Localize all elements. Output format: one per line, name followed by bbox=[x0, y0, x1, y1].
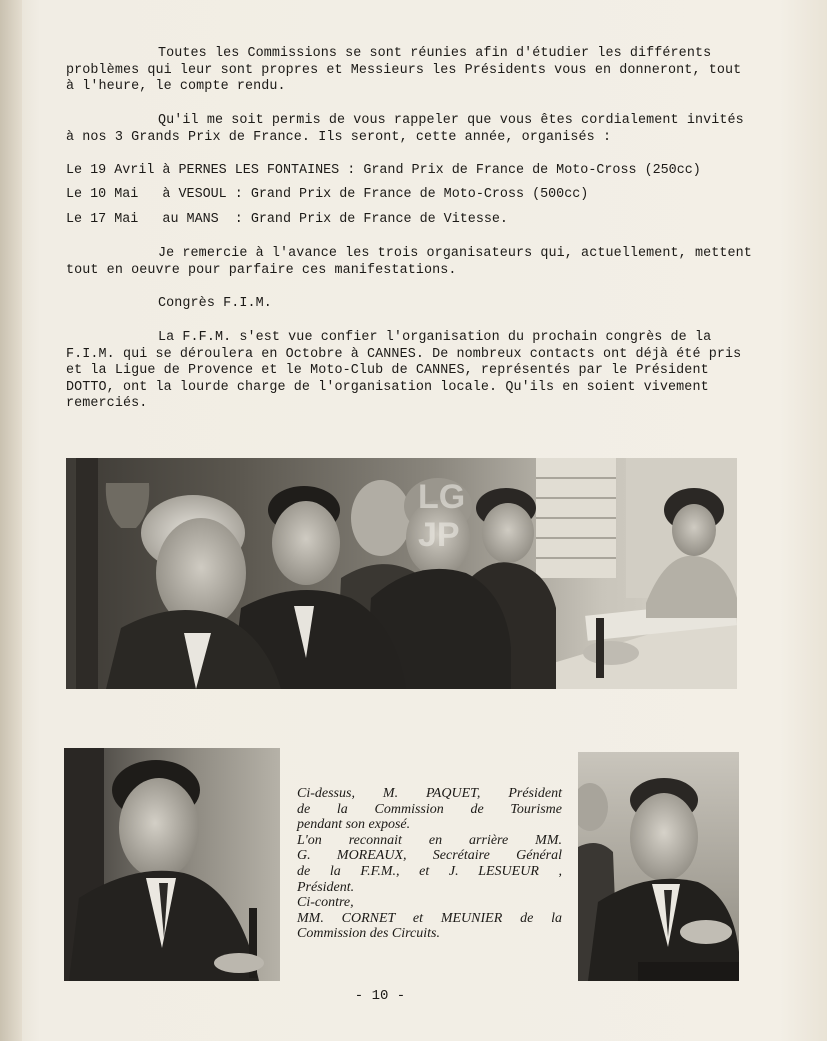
paragraph-thanks: Je remercie à l'avance les trois organisateurs qui, actuellement, mettent tout en oeuvre pour parfaire ces manifestations. bbox=[66, 246, 752, 278]
photo-commission-meeting-image bbox=[66, 458, 737, 689]
event-pernes: Le 19 Avril à PERNES LES FONTAINES : Grand Prix de France de Moto-Cross (250cc) bbox=[66, 163, 701, 178]
watermark-lg: LG bbox=[418, 478, 466, 516]
caption-line: Ci-dessus, M. PAQUET, Président bbox=[297, 786, 562, 801]
caption-line: de la Commission de Tourisme bbox=[297, 801, 562, 817]
caption-line: L'on reconnait en arrière MM. bbox=[297, 832, 562, 848]
heading-congres-fim: Congrès F.I.M. bbox=[158, 296, 272, 311]
page-binding-edge bbox=[0, 0, 22, 1041]
photo-caption bbox=[297, 786, 562, 942]
photo-commission-meeting bbox=[66, 458, 737, 689]
paragraph-commissions: Toutes les Commissions se sont réunies afin d'étudier les différents problèmes qui leur sont propres et Messieurs les Présidents vous en donneront, tout à l'heure, le compte rendu. bbox=[66, 46, 742, 94]
page-number: - 10 - bbox=[354, 988, 406, 1004]
caption-line: Président. bbox=[297, 879, 355, 895]
photo-cornet-meunier bbox=[578, 752, 739, 981]
caption-line: MM. CORNET et MEUNIER de la bbox=[297, 910, 562, 926]
caption-line: G. MOREAUX, Secrétaire Général bbox=[297, 848, 562, 864]
watermark-jp: JP bbox=[418, 516, 460, 554]
paragraph-fim-congress: La F.F.M. s'est vue confier l'organisation du prochain congrès de la F.I.M. qui se déroulera en Octobre à CANNES. De nombreux contacts ont déjà été pris et la Ligue de Provence et le Moto-Club de CANNES, représentés par le Président DOTTO, ont la lourde charge de l'organisation locale. Qu'ils en soient vivement remerciés. bbox=[66, 330, 742, 411]
caption-line: Ci-contre, bbox=[297, 895, 354, 911]
photo-paquet-portrait bbox=[64, 748, 280, 981]
photo-paquet-image bbox=[64, 748, 280, 981]
event-vesoul: Le 10 Mai à VESOUL : Grand Prix de France de Moto-Cross (500cc) bbox=[66, 187, 589, 202]
caption-line: de la F.F.M., et J. LESUEUR , bbox=[297, 863, 562, 879]
photo-cornet-meunier-image bbox=[578, 752, 739, 981]
caption-line: pendant son exposé. bbox=[297, 817, 411, 833]
paragraph-invitation: Qu'il me soit permis de vous rappeler que vous êtes cordialement invités à nos 3 Grands Prix de France. Ils seront, cette année, organisés : bbox=[66, 113, 744, 145]
event-le-mans: Le 17 Mai au MANS : Grand Prix de France de Vitesse. bbox=[66, 212, 508, 227]
caption-line: Commission des Circuits. bbox=[297, 926, 440, 942]
